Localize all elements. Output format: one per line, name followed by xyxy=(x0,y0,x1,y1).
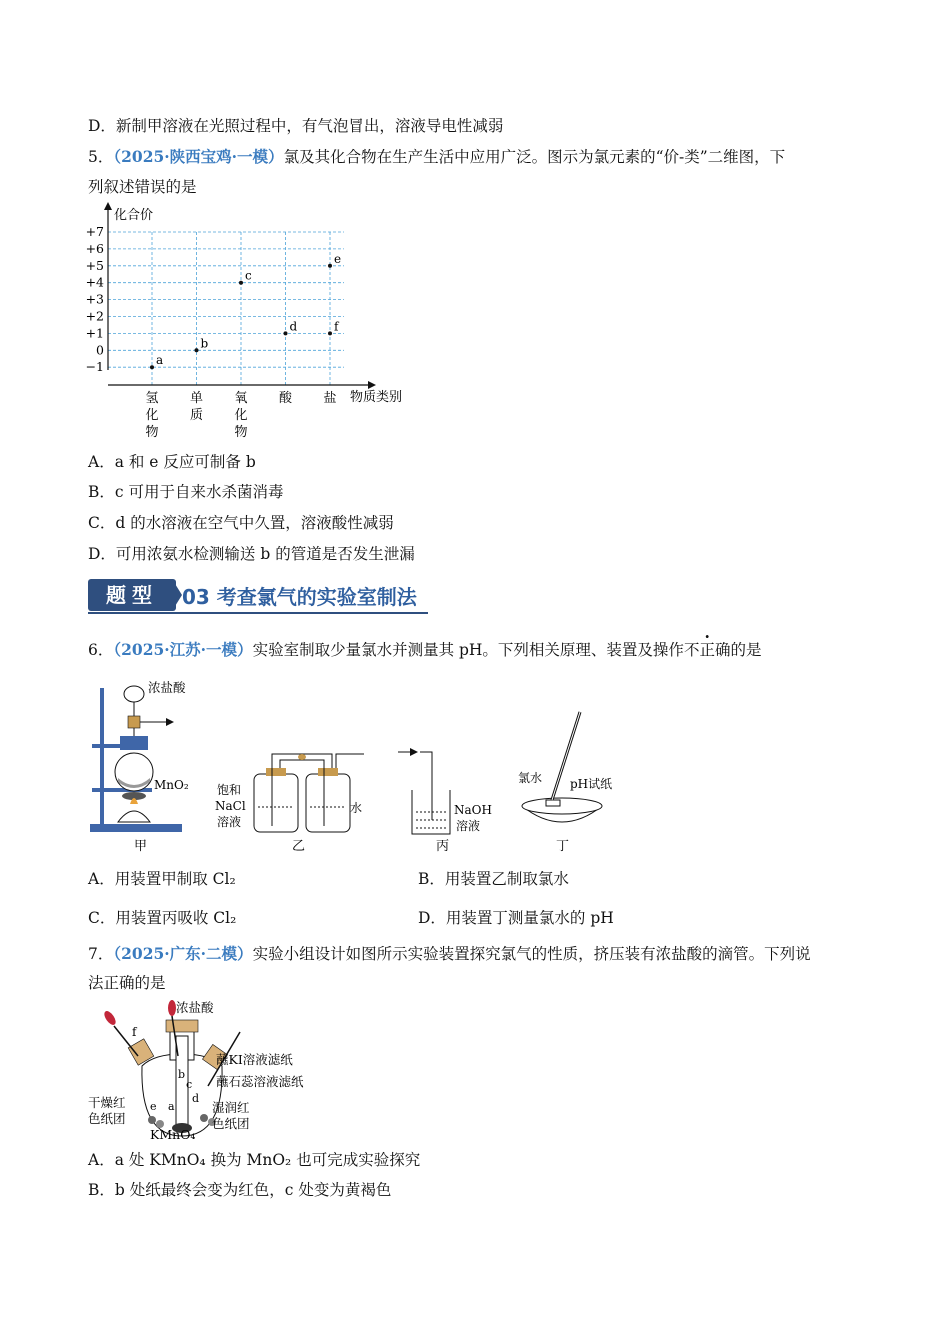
banner-tag: 题型 xyxy=(88,579,176,611)
section-banner xyxy=(88,577,508,613)
q6-option-b: B．用装置乙制取氯水 xyxy=(418,870,569,888)
q6-source: （2025·江苏·一模） xyxy=(113,640,253,659)
data-point-label-e: e xyxy=(334,251,342,266)
svg-text:化: 化 xyxy=(145,408,159,423)
data-point-d xyxy=(284,331,288,335)
q7-option-a: A．a 处 KMnO₄ 换为 MnO₂ 也可完成实验探究 xyxy=(88,1151,421,1169)
fig7-hcl: 浓盐酸 xyxy=(176,1000,214,1015)
y-tick-label: +5 xyxy=(85,257,104,273)
q6-option-a: A．用装置甲制取 Cl₂ xyxy=(88,870,236,888)
svg-text:物: 物 xyxy=(145,425,159,440)
x-category-label xyxy=(145,391,158,440)
q5-stem1: 氯及其化合物在生产生活中应用广泛。图示为氯元素的“价-类”二维图，下 xyxy=(283,148,786,166)
fig7-wet2: 色纸团 xyxy=(212,1116,250,1131)
q6-stem xyxy=(88,640,761,660)
x-category-label xyxy=(323,390,336,406)
svg-text:质: 质 xyxy=(189,408,204,423)
data-point-a xyxy=(150,365,154,369)
burner xyxy=(118,811,150,822)
fig7-d: d xyxy=(192,1092,200,1105)
ding-label-2: pH试纸 xyxy=(570,777,613,791)
q5-source: （2025·陕西宝鸡·一模） xyxy=(113,147,284,166)
q5-option-c: C．d 的水溶液在空气中久置，溶液酸性减弱 xyxy=(88,514,394,532)
fig7-litmus: 蘸石蕊溶液滤纸 xyxy=(216,1074,304,1089)
x-axis-arrow xyxy=(368,381,376,389)
x-category-label xyxy=(234,391,247,440)
q6-stem-b: 的是 xyxy=(730,641,762,659)
fig7-wet1: 湿润红 xyxy=(212,1100,250,1115)
y-tick-label: +6 xyxy=(85,240,104,256)
data-point-label-a: a xyxy=(156,353,164,368)
data-point-label-b: b xyxy=(200,336,209,351)
q6-option-c: C．用装置丙吸收 Cl₂ xyxy=(88,909,237,927)
q7-apparatus-figure xyxy=(82,996,342,1141)
yi-label-1: 饱和 xyxy=(217,783,242,797)
y-tick-label: 0 xyxy=(96,342,104,358)
fig7-a: a xyxy=(168,1100,175,1113)
q7-stem-line1 xyxy=(88,944,811,964)
y-tick-label: +2 xyxy=(85,308,104,324)
data-point-c xyxy=(239,281,243,285)
y-tick-label: −1 xyxy=(85,359,104,375)
jia-caption: 甲 xyxy=(134,839,148,854)
fig7-kmno4: KMnO₄ xyxy=(150,1127,196,1141)
fig7-ki: 蘸KI溶液滤纸 xyxy=(216,1052,293,1067)
q6-stem-a: 实验室制取少量氯水并测量其 pH。下列相关原理、装置及操作 xyxy=(252,641,684,659)
center-stopper xyxy=(166,1020,198,1032)
chart-axes xyxy=(104,202,376,389)
data-point-e xyxy=(328,264,332,268)
svg-text:氧: 氧 xyxy=(234,391,248,406)
y-tick-labels xyxy=(86,224,104,374)
yi-water-label: 水 xyxy=(350,801,363,815)
svg-text:单: 单 xyxy=(189,391,204,406)
ding-label-1: 氯水 xyxy=(518,771,543,785)
data-points xyxy=(150,252,341,369)
svg-text:酸: 酸 xyxy=(278,391,293,406)
x-category-label xyxy=(190,391,203,423)
q6-apparatus-figure xyxy=(82,672,642,857)
jia-reagent-label: 浓盐酸 xyxy=(148,680,186,695)
apparatus-yi xyxy=(215,754,364,854)
apparatus-bing xyxy=(398,748,492,854)
y-axis-arrow xyxy=(104,202,112,210)
dropper-bulb-center xyxy=(168,1000,176,1016)
fig7-e: e xyxy=(150,1100,157,1113)
bottle-2 xyxy=(306,774,350,832)
q5-option-b: B．c 可用于自来水杀菌消毒 xyxy=(88,483,284,501)
svg-text:物: 物 xyxy=(234,425,248,440)
jia-mno2-label: MnO₂ xyxy=(154,778,189,792)
q5-stem-line2: 列叙述错误的是 xyxy=(88,178,197,196)
data-point-label-c: c xyxy=(245,268,252,283)
q5-option-a: A．a 和 e 反应可制备 b xyxy=(88,453,256,471)
fig7-dry1: 干燥红 xyxy=(88,1095,126,1110)
yi-label-3: 溶液 xyxy=(217,815,242,829)
bing-caption: 丙 xyxy=(436,839,450,854)
q5-stem-line1 xyxy=(88,147,785,167)
yi-label-2: NaCl xyxy=(215,799,246,813)
y-tick-label: +1 xyxy=(85,325,104,341)
fig7-c: c xyxy=(186,1078,193,1091)
y-tick-label: +7 xyxy=(85,224,104,239)
banner-title: 03 考查氯气的实验室制法 xyxy=(182,585,417,609)
data-point-label-f: f xyxy=(334,319,339,334)
banner-tag-arrow xyxy=(172,579,182,611)
banner-rule xyxy=(88,612,428,614)
stand-rod xyxy=(100,688,104,826)
y-tick-label: +3 xyxy=(85,291,104,307)
q7-stem-line2: 法正确的是 xyxy=(88,974,166,992)
yi-caption: 乙 xyxy=(292,839,306,854)
funnel xyxy=(124,686,144,702)
q7-number: 7． xyxy=(88,945,114,963)
fig7-dry2: 色纸团 xyxy=(88,1111,126,1126)
q5-option-d: D．可用浓氨水检测输送 b 的管道是否发生泄漏 xyxy=(88,545,415,563)
ding-caption: 丁 xyxy=(556,839,570,854)
svg-text:氢: 氢 xyxy=(145,391,159,406)
x-axis-label: 物质类别 xyxy=(350,390,403,405)
valence-class-chart xyxy=(82,200,422,445)
bing-label-1: NaOH xyxy=(454,803,492,817)
data-point-label-d: d xyxy=(289,319,298,334)
q6-stem-emphasis: 不正确 xyxy=(683,641,731,659)
ph-paper xyxy=(546,800,560,806)
svg-text:盐: 盐 xyxy=(323,391,337,406)
svg-text:化: 化 xyxy=(234,408,248,423)
q7-option-b: B．b 处纸最终会变为红色，c 处变为黄褐色 xyxy=(88,1181,392,1199)
fig7-b: b xyxy=(178,1068,186,1081)
fig7-f: f xyxy=(132,1025,137,1039)
q5-number: 5． xyxy=(88,148,114,166)
dropper-bulb-f xyxy=(102,1009,118,1027)
apparatus-jia xyxy=(90,680,189,854)
data-point-b xyxy=(195,348,199,352)
bing-label-2: 溶液 xyxy=(456,819,481,833)
bottle-1 xyxy=(254,774,298,832)
apparatus-ding xyxy=(518,712,612,854)
x-category-label xyxy=(279,391,293,406)
x-category-labels xyxy=(145,390,336,440)
data-point-f xyxy=(328,331,332,335)
chart-grid xyxy=(108,232,344,385)
prev-option-d: D．新制甲溶液在光照过程中，有气泡冒出，溶液导电性减弱 xyxy=(88,117,504,135)
q6-number: 6． xyxy=(88,641,114,659)
y-tick-label: +4 xyxy=(85,274,104,290)
q7-source: （2025·广东·二模） xyxy=(113,944,253,963)
y-axis-label: 化合价 xyxy=(114,208,154,223)
q6-option-d: D．用装置丁测量氯水的 pH xyxy=(418,909,614,927)
q7-stem1: 实验小组设计如图所示实验装置探究氯气的性质，挤压装有浓盐酸的滴管。下列说 xyxy=(252,945,811,963)
